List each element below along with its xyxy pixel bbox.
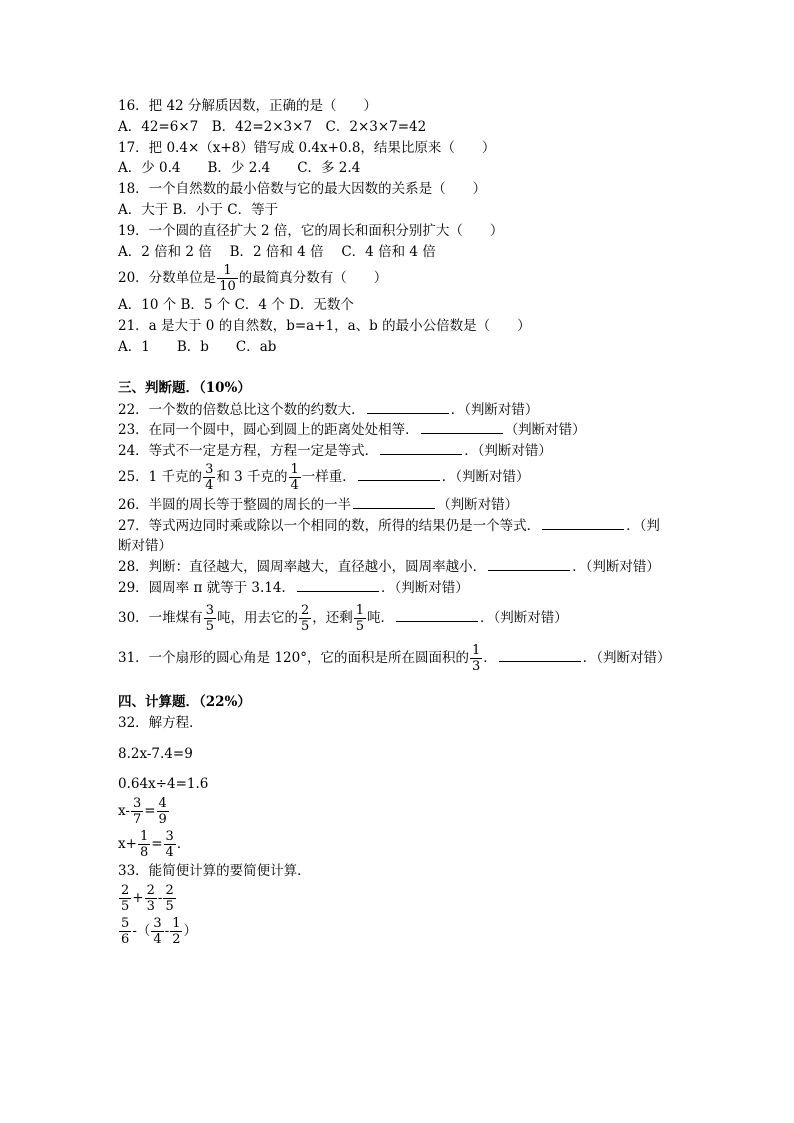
equals-sign: = [144, 803, 156, 820]
answer-blank[interactable] [353, 494, 435, 509]
fraction-numerator: 2 [165, 882, 174, 898]
q22-text: 22．一个数的倍数总比这个数的约数大． [118, 401, 365, 418]
q24-suffix: ．（判断对错） [464, 443, 552, 460]
q16-stem: 16．把 42 分解质因数，正确的是（ ） [118, 98, 377, 114]
q31-fraction [470, 644, 482, 673]
fraction-numerator: 2 [121, 882, 130, 898]
fraction-numerator: 3 [165, 829, 174, 845]
fraction-denominator: 4 [290, 477, 299, 493]
q17-options: A．少 0.4 B．少 2.4 C．多 2.4 [118, 160, 361, 177]
q23-text: 23．在同一个圆中，圆心到圆上的距离处处相等． [118, 422, 419, 439]
fraction [163, 884, 175, 913]
q25-fraction-1 [203, 463, 215, 492]
fraction-numerator: 2 [300, 602, 310, 618]
q30-fraction-3 [354, 604, 366, 633]
answer-blank[interactable] [297, 577, 379, 592]
fraction-numerator: 1 [223, 263, 232, 279]
fraction-denominator: 3 [146, 898, 155, 914]
q31-text-2: ． [483, 649, 497, 666]
fraction-denominator: 9 [158, 812, 167, 828]
q25-text-1: 25．1 千克的 [118, 468, 203, 485]
q20-stem [118, 262, 698, 295]
fraction-numerator: 1 [355, 602, 365, 618]
exam-page [118, 96, 698, 948]
q27 [118, 515, 698, 536]
fraction-denominator: 4 [153, 931, 162, 947]
operator: - [164, 922, 170, 939]
q30-text-2: 吨，用去它的 [216, 609, 298, 626]
q33-expression-1 [118, 882, 698, 915]
answer-blank[interactable] [396, 607, 478, 622]
fraction-denominator: 2 [172, 931, 181, 947]
answer-blank[interactable] [488, 556, 570, 571]
answer-blank[interactable] [499, 647, 581, 662]
section3-heading: 三、判断题．（10%） [118, 379, 251, 396]
fraction-numerator: 3 [132, 796, 142, 812]
q25 [118, 461, 698, 494]
q30-text-1: 30．一堆煤有 [118, 609, 203, 626]
fraction [151, 917, 163, 946]
q18-stem: 18．一个自然数的最小倍数与它的最大因数的关系是（ ） [118, 181, 487, 198]
q18-options: A．大于 B．小于 C．等于 [118, 201, 279, 218]
equation-prefix: x+ [118, 836, 137, 853]
q21-stem: 21．a 是大于 0 的自然数，b=a+1，a、b 的最小公倍数是（ ） [118, 318, 531, 335]
answer-blank[interactable] [367, 399, 449, 414]
fraction [119, 917, 131, 946]
fraction-numerator: 2 [146, 882, 155, 898]
q27-suffix: ．（判 [626, 517, 660, 534]
q22-suffix: ．（判断对错） [450, 401, 539, 418]
q30-suffix: ．（判断对错） [480, 609, 568, 626]
q33-stem: 33．能简便计算的要简便计算． [118, 863, 311, 880]
fraction-numerator: 3 [205, 461, 214, 477]
q29-suffix: ．（判断对错） [380, 580, 469, 597]
q32-equation-2: 0.64x÷4=1.6 [118, 776, 209, 793]
fraction [157, 797, 169, 826]
operator: -（ [132, 922, 151, 939]
fraction-denominator: 4 [205, 477, 214, 493]
q27-continuation: 断对错） [118, 537, 172, 554]
q29 [118, 577, 698, 598]
q23 [118, 419, 698, 440]
q31-text-1: 31．一个扇形的圆心角是 120°，它的面积是所在圆面积的 [118, 649, 469, 666]
q28 [118, 556, 698, 577]
fraction [119, 884, 131, 913]
q26 [118, 494, 698, 515]
closing-paren: ） [183, 922, 197, 939]
equation-suffix: ． [176, 836, 191, 853]
q25-suffix: ．（判断对错） [441, 468, 530, 485]
q28-suffix: ．（判断对错） [572, 559, 660, 576]
fraction-denominator: 5 [121, 898, 130, 914]
fraction-numerator: 1 [290, 461, 299, 477]
q16-options: A．42=6×7 B．42=2×3×7 C．2×3×7=42 [118, 118, 427, 135]
q23-suffix: （判断对错） [504, 422, 586, 439]
q32-equation-1: 8.2x-7.4=9 [118, 745, 193, 762]
q21-options: A．1 B．b C．ab [118, 338, 277, 355]
fraction-denominator: 5 [205, 618, 214, 634]
fraction-numerator: 3 [205, 602, 214, 618]
q32-equation-4 [118, 828, 698, 861]
equation-prefix: x- [118, 803, 130, 820]
q32-equation-3 [118, 795, 698, 828]
q30-fraction-1 [204, 604, 216, 633]
answer-blank[interactable] [358, 466, 440, 481]
fraction [145, 884, 157, 913]
q20-options: A．10 个 B．5 个 C．4 个 D．无数个 [118, 297, 354, 314]
q20-post: 的最简真分数有（ ） [238, 270, 388, 287]
fraction-numerator: 1 [139, 829, 149, 845]
answer-blank[interactable] [421, 419, 503, 434]
fraction-denominator: 7 [132, 812, 142, 828]
operator: - [157, 889, 163, 906]
fraction-numerator: 4 [158, 796, 167, 812]
q30-text-3: ，还剩 [312, 609, 353, 626]
q24-text: 24．等式不一定是方程，方程一定是等式． [118, 443, 379, 460]
fraction-denominator: 8 [139, 845, 149, 861]
q30-text-4: 吨． [367, 609, 395, 626]
q27-text: 27．等式两边同时乘或除以一个相同的数，所得的结果仍是一个等式． [118, 517, 541, 534]
answer-blank[interactable] [542, 515, 624, 530]
q19-stem: 19．一个圆的直径扩大 2 倍，它的周长和面积分别扩大（ ） [118, 222, 504, 239]
fraction-denominator: 5 [300, 618, 310, 634]
fraction-denominator: 6 [121, 931, 130, 947]
fraction-numerator: 1 [472, 642, 481, 658]
operator: + [132, 889, 144, 906]
fraction-denominator: 5 [355, 618, 365, 634]
q32-stem: 32．解方程． [118, 714, 203, 731]
q26-text: 26．半圆的周长等于整圆的周长的一半 [118, 496, 352, 513]
fraction-numerator: 5 [121, 915, 130, 931]
q22 [118, 399, 698, 420]
fraction-denominator: 5 [165, 898, 174, 914]
fraction [131, 797, 143, 826]
q24 [118, 440, 698, 461]
q20-pre: 20．分数单位是 [118, 270, 217, 287]
q25-fraction-2 [289, 463, 301, 492]
fraction-numerator: 3 [153, 915, 162, 931]
q17-stem: 17．把 0.4×（x+8）错写成 0.4x+0.8，结果比原来（ ） [118, 139, 496, 156]
fraction-denominator: 4 [165, 845, 174, 861]
fraction [170, 917, 182, 946]
equals-sign: = [151, 836, 163, 853]
fraction-numerator: 1 [172, 915, 181, 931]
q28-text: 28．判断：直径越大，圆周率越大，直径越小，圆周率越小． [118, 559, 487, 576]
fraction-denominator: 10 [219, 279, 236, 295]
q31 [118, 638, 698, 678]
fraction [138, 830, 150, 859]
q26-suffix: （判断对错） [437, 496, 519, 513]
q25-text-2: 和 3 千克的 [216, 468, 288, 485]
fraction-denominator: 3 [472, 658, 481, 674]
q29-text: 29．圆周率 π 就等于 3.14． [118, 580, 295, 597]
section4-heading: 四、计算题．（22%） [118, 693, 251, 710]
q20-fraction [217, 264, 238, 293]
q31-suffix: ．（判断对错） [582, 649, 671, 666]
q33-expression-2 [118, 915, 698, 948]
q30 [118, 598, 698, 638]
fraction [164, 830, 176, 859]
q30-fraction-2 [299, 604, 311, 633]
q25-text-3: 一样重． [301, 468, 356, 485]
q19-options: A．2 倍和 2 倍 B．2 倍和 4 倍 C．4 倍和 4 倍 [118, 243, 436, 260]
answer-blank[interactable] [380, 440, 462, 455]
